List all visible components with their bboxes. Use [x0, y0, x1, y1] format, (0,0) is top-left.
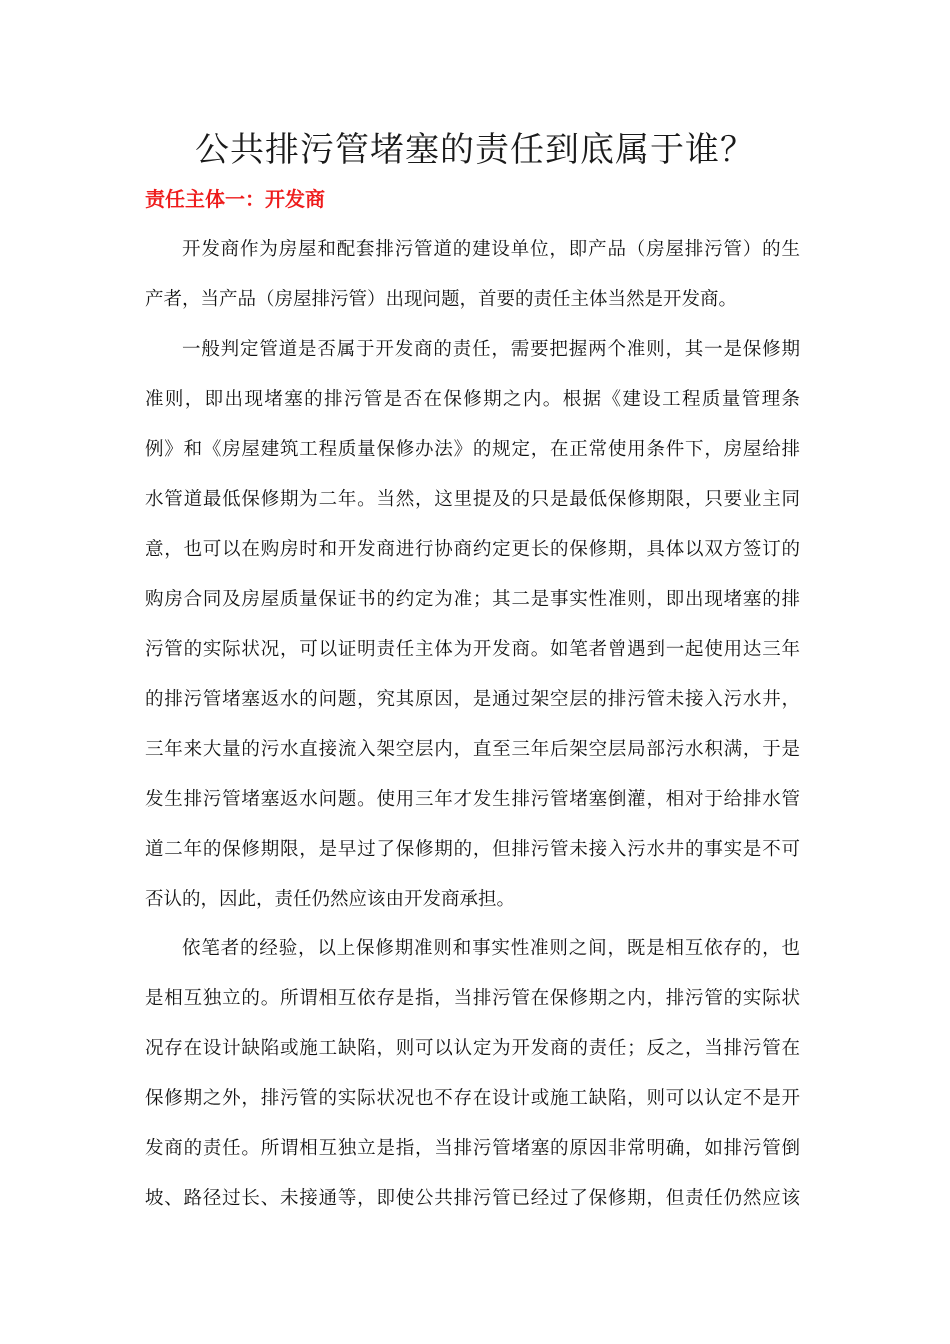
paragraph-line: 保修期之外，排污管的实际状况也不存在设计或施工缺陷，则可以认定不是开 [145, 1088, 800, 1109]
paragraph-line: 购房合同及房屋质量保证书的约定为准；其二是事实性准则，即出现堵塞的排 [145, 589, 800, 610]
paragraph-line: 否认的，因此，责任仍然应该由开发商承担。 [145, 889, 516, 910]
paragraph-line: 坡、路径过长、未接通等，即使公共排污管已经过了保修期，但责任仍然应该 [145, 1188, 800, 1209]
paragraph-line: 一般判定管道是否属于开发商的责任，需要把握两个准则，其一是保修期 [182, 339, 800, 360]
paragraph-line: 况存在设计缺陷或施工缺陷，则可以认定为开发商的责任；反之，当排污管在 [145, 1038, 800, 1059]
document-title: 公共排污管堵塞的责任到底属于谁？ [195, 130, 755, 170]
paragraph-line: 水管道最低保修期为二年。当然，这里提及的只是最低保修期限，只要业主同 [145, 489, 800, 510]
paragraph-line: 意，也可以在购房时和开发商进行协商约定更长的保修期，具体以双方签订的 [145, 539, 800, 560]
paragraph-line: 开发商作为房屋和配套排污管道的建设单位，即产品（房屋排污管）的生 [182, 239, 800, 260]
paragraph-line: 发生排污管堵塞返水问题。使用三年才发生排污管堵塞倒灌，相对于给排水管 [145, 789, 800, 810]
paragraph-line: 的排污管堵塞返水的问题，究其原因，是通过架空层的排污管未接入污水井， [145, 689, 800, 710]
paragraph-line: 三年来大量的污水直接流入架空层内，直至三年后架空层局部污水积满，于是 [145, 739, 800, 760]
paragraph-line: 道二年的保修期限，是早过了保修期的，但排污管未接入污水井的事实是不可 [145, 839, 800, 860]
section-heading: 责任主体一：开发商 [145, 187, 325, 211]
paragraph-line: 是相互独立的。所谓相互依存是指，当排污管在保修期之内，排污管的实际状 [145, 988, 800, 1009]
paragraph-line: 例》和《房屋建筑工程质量保修办法》的规定，在正常使用条件下，房屋给排 [145, 439, 800, 460]
paragraph-line: 发商的责任。所谓相互独立是指，当排污管堵塞的原因非常明确，如排污管倒 [145, 1138, 800, 1159]
paragraph-line: 依笔者的经验，以上保修期准则和事实性准则之间，既是相互依存的，也 [182, 938, 800, 959]
paragraph-line: 产者，当产品（房屋排污管）出现问题，首要的责任主体当然是开发商。 [145, 289, 738, 310]
paragraph-line: 污管的实际状况，可以证明责任主体为开发商。如笔者曾遇到一起使用达三年 [145, 639, 800, 660]
paragraph-line: 准则，即出现堵塞的排污管是否在保修期之内。根据《建设工程质量管理条 [145, 389, 800, 410]
